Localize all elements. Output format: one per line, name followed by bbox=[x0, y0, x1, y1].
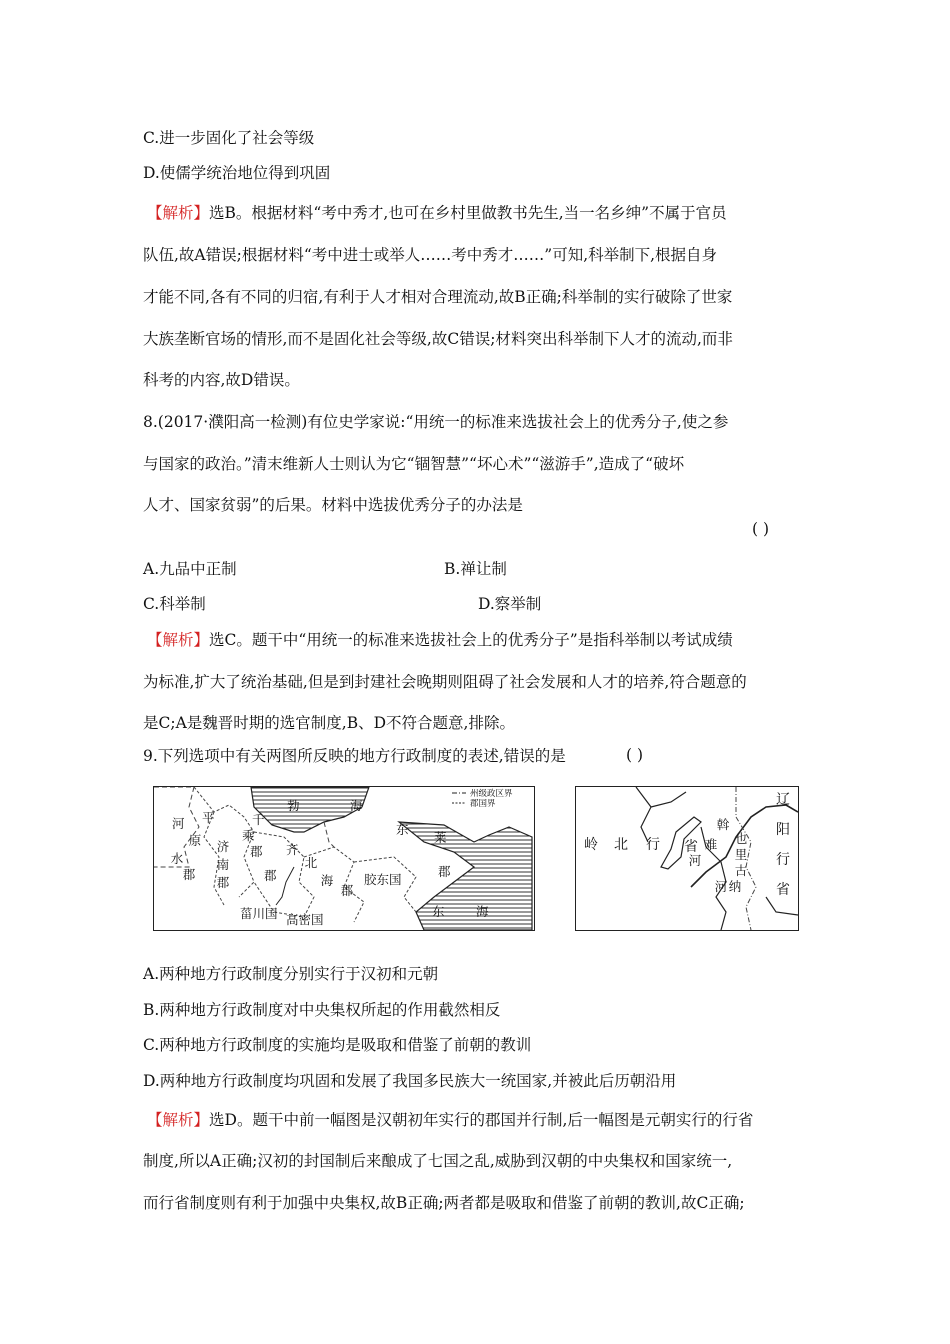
q8-option-a: A.九品中正制 bbox=[143, 560, 237, 578]
label-sheng: 省 bbox=[684, 839, 698, 855]
label-bohai: 海 bbox=[350, 798, 363, 813]
label-wo: 斡 bbox=[716, 817, 730, 832]
q9-option-b: B.两种地方行政制度对中央集权所起的作用截然相反 bbox=[143, 1001, 501, 1019]
label-qi-jun: 郡 bbox=[264, 868, 277, 883]
label-cheng-jun: 郡 bbox=[250, 844, 263, 859]
label-bohai: 勃 bbox=[287, 798, 300, 813]
q8-option-b: B.禅让制 bbox=[444, 560, 507, 578]
commandery-boundary bbox=[254, 832, 314, 917]
q8-analysis-line: 【解析】选C。题干中“用统一的标准来选拔社会上的优秀分子”是指科举制以考试成绩 bbox=[147, 631, 733, 649]
label-he: 河 bbox=[172, 816, 185, 831]
legend-state-label: 州级政区界 bbox=[470, 789, 513, 799]
label-jun: 郡 bbox=[182, 867, 196, 882]
q8-stem-line: 8.(2017·濮阳高一检测)有位史学家说:“用统一的标准来选拔社会上的优秀分子,使之参 bbox=[143, 413, 729, 431]
label-cheng: 乘 bbox=[242, 828, 255, 843]
label-qian: 千 bbox=[252, 812, 265, 827]
q8-stem-line: 与国家的政治。”清末维新人士则认为它“锢智慧”“坏心术”“滋游手”,造成了“破坏 bbox=[143, 455, 685, 473]
label-sheng2: 省 bbox=[776, 882, 790, 898]
label-yang: 阳 bbox=[776, 822, 790, 838]
label-ji: 济 bbox=[216, 839, 230, 854]
q7-analysis-line: 科考的内容,故D错误。 bbox=[143, 371, 300, 389]
label-zichuan: 菑川国 bbox=[240, 906, 278, 921]
label-dong: 东 bbox=[396, 822, 409, 837]
label-hai: 海 bbox=[320, 873, 334, 888]
label-xing: 行 bbox=[646, 837, 660, 853]
q8-analysis-line: 为标准,扩大了统治基础,但是到封建社会晚期则阻碍了社会发展和人才的培养,符合题意的 bbox=[143, 673, 747, 691]
q9-analysis-line: 【解析】选D。题干中前一幅图是汉朝初年实行的郡国并行制,后一幅图是元朝实行的行省 bbox=[147, 1111, 754, 1129]
q9-analysis-line: 而行省制度则有利于加强中央集权,故B正确;两者都是吸取和借鉴了前朝的教训,故C正确; bbox=[143, 1194, 745, 1212]
q8-analysis-line: 是C;A是魏晋时期的选官制度,B、D不符合题意,排除。 bbox=[143, 714, 515, 732]
label-nan: 难 bbox=[704, 837, 718, 852]
q7-option-d: D.使儒学统治地位得到巩固 bbox=[143, 164, 331, 182]
q7-analysis-line: 大族垄断官场的情形,而不是固化社会等级,故C错误;材料突出科举制下人才的流动,而非 bbox=[143, 330, 733, 348]
river bbox=[651, 792, 686, 807]
q7-analysis-line: 【解析】选B。根据材料“考中秀才,也可在乡村里做教书先生,当一名乡绅”不属于官员 bbox=[147, 204, 727, 222]
q7-analysis-line: 才能不同,各有不同的归宿,有利于人才相对合理流动,故B正确;科举制的实行破除了世家 bbox=[143, 288, 733, 306]
yuan-map-drawing bbox=[576, 787, 798, 930]
label-donghai: 东 bbox=[432, 904, 445, 919]
label-lai-jun: 郡 bbox=[438, 864, 451, 879]
label-jiaodong: 胶东国 bbox=[364, 872, 402, 887]
label-liao: 辽 bbox=[776, 792, 790, 808]
han-commandery-map bbox=[153, 786, 535, 931]
q9-answer-blank: ( ) bbox=[626, 746, 644, 764]
q8-answer-blank: ( ) bbox=[752, 520, 770, 538]
label-li: 里 bbox=[734, 847, 748, 862]
q9-option-a: A.两种地方行政制度分别实行于汉初和元朝 bbox=[143, 965, 439, 983]
label-river-he: 河 bbox=[714, 879, 728, 894]
label-bei: 北 bbox=[304, 855, 318, 870]
river bbox=[766, 897, 798, 915]
donghai-sea-area bbox=[399, 822, 532, 930]
river bbox=[636, 787, 651, 842]
q8-option-d: D.察举制 bbox=[478, 595, 542, 613]
label-nan: 南 bbox=[216, 857, 230, 872]
label-lai: 莱 bbox=[434, 830, 447, 845]
label-gaomi: 高密国 bbox=[286, 912, 324, 927]
q7-option-c: C.进一步固化了社会等级 bbox=[143, 129, 315, 147]
label-na: 纳 bbox=[728, 879, 742, 894]
q7-analysis-line: 队伍,故A错误;根据材料“考中进士或举人……考中秀才……”可知,科举制下,根据自身 bbox=[143, 246, 718, 264]
q9-option-d: D.两种地方行政制度均巩固和发展了我国多民族大一统国家,并被此后历朝沿用 bbox=[143, 1072, 677, 1090]
label-he: 河 bbox=[688, 853, 702, 868]
analysis-tag: 【解析】 bbox=[147, 1111, 210, 1129]
label-ping: 平 bbox=[202, 810, 215, 825]
label-donghai: 海 bbox=[476, 904, 489, 919]
pointer-line bbox=[276, 867, 294, 905]
label-yuan: 原 bbox=[188, 833, 202, 848]
q8-option-c: C.科举制 bbox=[143, 595, 206, 613]
label-bei-hai-jun: 郡 bbox=[340, 883, 354, 898]
label-xing2: 行 bbox=[776, 852, 790, 868]
label-shui: 水 bbox=[170, 851, 184, 866]
analysis-tag: 【解析】 bbox=[147, 204, 210, 222]
legend-commandery-label: 郡国界 bbox=[470, 799, 496, 809]
label-bei: 北 bbox=[614, 837, 628, 853]
q9-option-c: C.两种地方行政制度的实施均是吸取和借鉴了前朝的教训 bbox=[143, 1036, 532, 1054]
label-ling: 岭 bbox=[584, 837, 598, 853]
q8-stem-line: 人才、国家贫弱”的后果。材料中选拔优秀分子的办法是 bbox=[143, 496, 523, 514]
label-gu: 古 bbox=[734, 863, 748, 878]
label-ye: 也 bbox=[734, 831, 748, 846]
yuan-province-map bbox=[575, 786, 799, 931]
q9-stem: 9.下列选项中有关两图所反映的地方行政制度的表述,错误的是 bbox=[143, 747, 566, 765]
q9-analysis-line: 制度,所以A正确;汉初的封国制后来酿成了七国之乱,威胁到汉朝的中央集权和国家统一, bbox=[143, 1152, 733, 1170]
label-ji-nan-jun: 郡 bbox=[216, 875, 230, 890]
label-qi: 齐 bbox=[286, 842, 299, 857]
analysis-tag: 【解析】 bbox=[147, 631, 210, 649]
state-boundary bbox=[324, 822, 334, 847]
